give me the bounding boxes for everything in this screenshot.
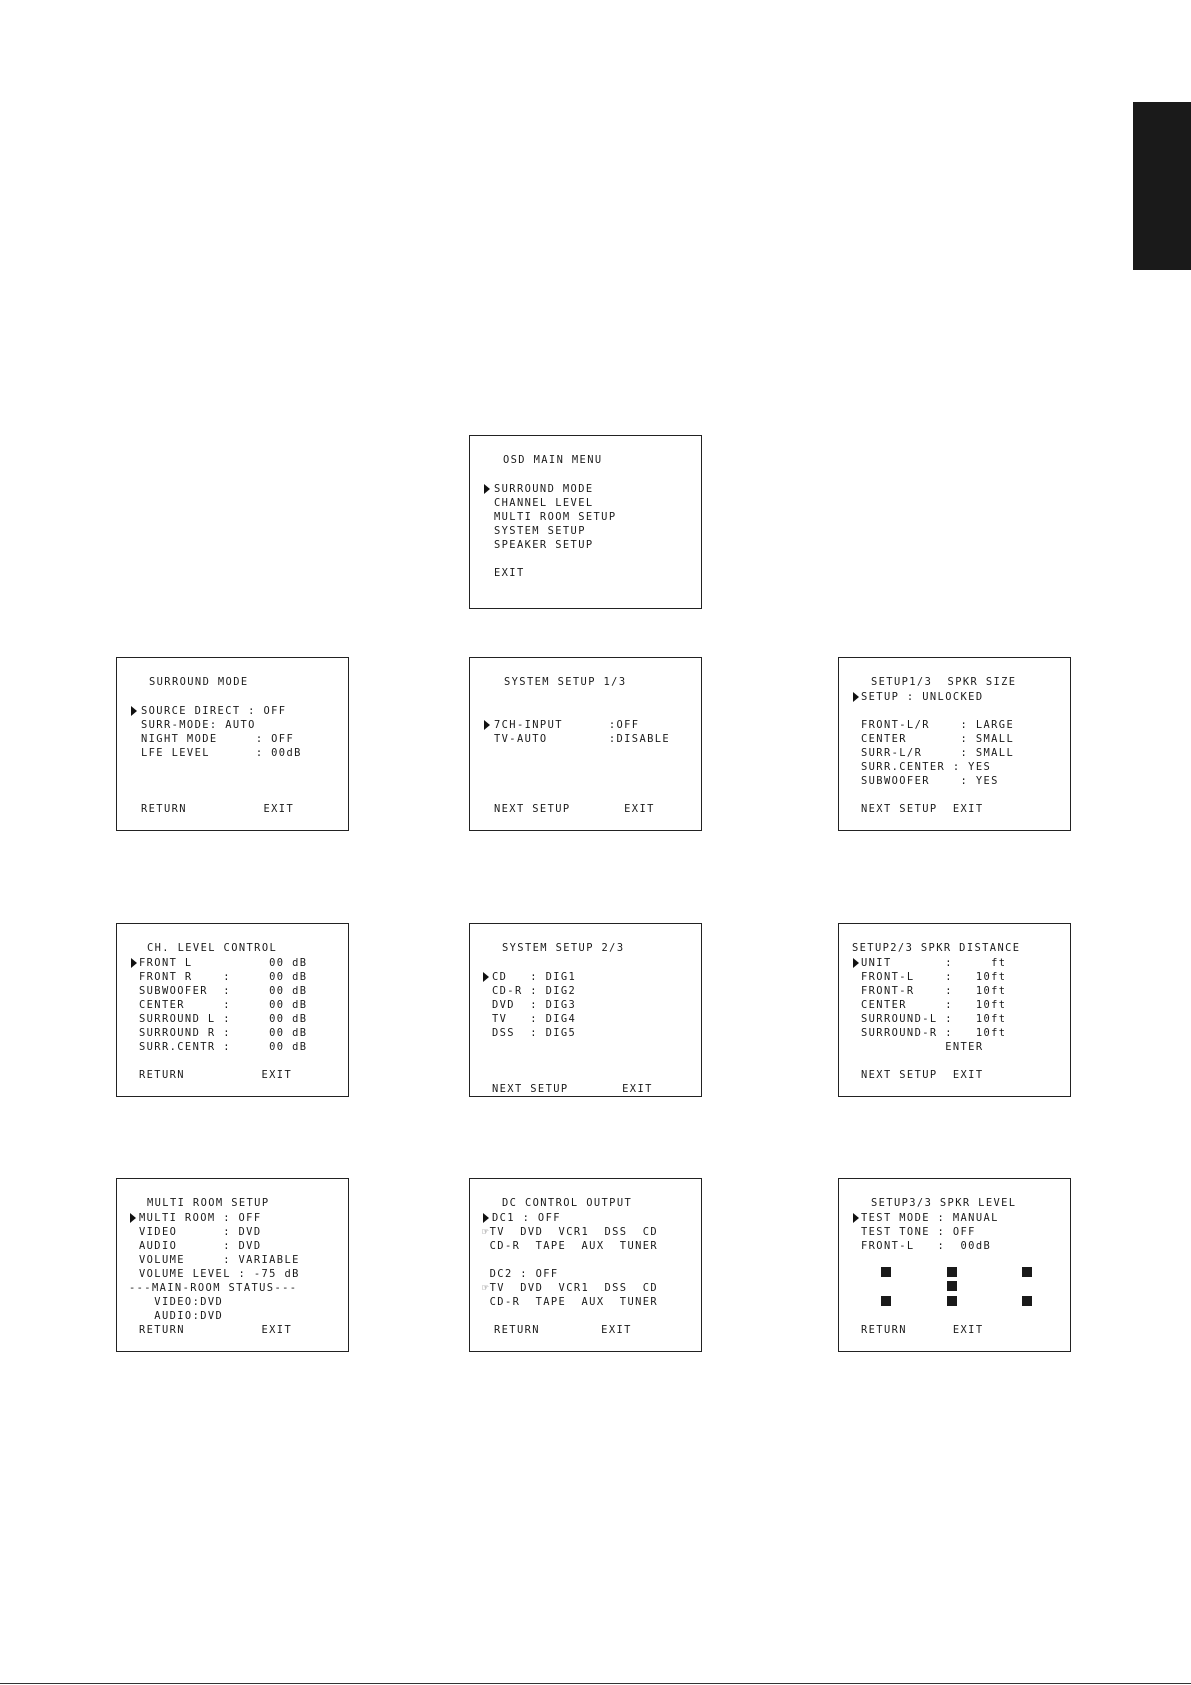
speaker-surround-l-icon — [881, 1296, 891, 1306]
cursor-icon — [483, 972, 489, 982]
menu-item-system-setup[interactable]: SYSTEM SETUP — [494, 525, 586, 537]
screen-footer[interactable]: RETURN EXIT — [139, 1324, 293, 1336]
cursor-icon — [484, 484, 490, 494]
distance-row[interactable]: FRONT-R : 10ft — [861, 985, 1007, 997]
setting-row[interactable]: SOURCE DIRECT : OFF — [141, 705, 287, 717]
screen-footer[interactable]: NEXT SETUP EXIT — [861, 1069, 984, 1081]
dc-sources-row[interactable]: ☞TV DVD VCR1 DSS CD — [482, 1226, 659, 1238]
cursor-icon — [130, 1213, 136, 1223]
setting-row[interactable]: TEST MODE : MANUAL — [861, 1212, 999, 1224]
cursor-icon — [131, 706, 137, 716]
screen-footer[interactable]: RETURN EXIT — [141, 803, 295, 815]
level-row[interactable]: CENTER : 00 dB — [139, 999, 308, 1011]
speaker-surround-r-icon — [1022, 1296, 1032, 1306]
setting-row[interactable]: 7CH-INPUT :OFF — [494, 719, 640, 731]
input-row[interactable]: CD : DIG1 — [492, 971, 577, 983]
system-setup-1-screen — [469, 657, 702, 831]
speaker-distance-screen — [838, 923, 1071, 1097]
dc-sources-row[interactable]: CD-R TAPE AUX TUNER — [482, 1296, 659, 1308]
setting-row[interactable]: VOLUME : VARIABLE — [139, 1254, 300, 1266]
dc-sources-row[interactable]: CD-R TAPE AUX TUNER — [482, 1240, 659, 1252]
dc-control-output-screen — [469, 1178, 702, 1352]
speaker-surround-center-icon — [947, 1296, 957, 1306]
speaker-subwoofer-icon — [947, 1281, 957, 1291]
screen-footer[interactable]: RETURN EXIT — [494, 1324, 632, 1336]
setting-row[interactable]: CENTER : SMALL — [861, 733, 1015, 745]
screen-footer[interactable]: NEXT SETUP EXIT — [494, 803, 655, 815]
level-row[interactable]: FRONT R : 00 dB — [139, 971, 308, 983]
multi-room-setup-screen — [116, 1178, 349, 1352]
screen-footer[interactable]: RETURN EXIT — [861, 1324, 984, 1336]
speaker-size-screen — [838, 657, 1071, 831]
level-row[interactable]: SURROUND R : 00 dB — [139, 1027, 308, 1039]
screen-title: OSD MAIN MENU — [503, 454, 603, 466]
screen-title: DC CONTROL OUTPUT — [502, 1197, 633, 1209]
input-row[interactable]: CD-R : DIG2 — [492, 985, 577, 997]
page-bottom-rule — [0, 1683, 1191, 1684]
setting-row[interactable]: SURR-L/R : SMALL — [861, 747, 1015, 759]
surround-mode-screen — [116, 657, 349, 831]
level-row[interactable]: SURROUND L : 00 dB — [139, 1013, 308, 1025]
screen-title: SETUP3/3 SPKR LEVEL — [871, 1197, 1017, 1209]
setting-row[interactable]: TV-AUTO :DISABLE — [494, 733, 671, 745]
speaker-level-screen — [838, 1178, 1071, 1352]
menu-item-multi-room-setup[interactable]: MULTI ROOM SETUP — [494, 511, 617, 523]
setting-row[interactable]: SUBWOOFER : YES — [861, 775, 999, 787]
cursor-icon — [131, 958, 137, 968]
input-row[interactable]: TV : DIG4 — [492, 1013, 577, 1025]
cursor-icon — [483, 1213, 489, 1223]
distance-row[interactable]: FRONT-L : 10ft — [861, 971, 1007, 983]
screen-title: MULTI ROOM SETUP — [147, 1197, 270, 1209]
menu-item-surround-mode[interactable]: SURROUND MODE — [494, 483, 594, 495]
setting-row[interactable]: TEST TONE : OFF — [861, 1226, 976, 1238]
setting-row[interactable]: AUDIO : DVD — [139, 1240, 262, 1252]
menu-item-speaker-setup[interactable]: SPEAKER SETUP — [494, 539, 594, 551]
language-tab — [1133, 102, 1191, 270]
screen-title: SETUP2/3 SPKR DISTANCE — [852, 942, 1021, 954]
status-divider: ---MAIN-ROOM STATUS--- — [129, 1282, 298, 1294]
distance-row[interactable]: CENTER : 10ft — [861, 999, 1007, 1011]
setting-row[interactable]: NIGHT MODE : OFF — [141, 733, 295, 745]
speaker-center-icon — [947, 1267, 957, 1277]
screen-title: SYSTEM SETUP 1/3 — [504, 676, 627, 688]
channel-level-screen — [116, 923, 349, 1097]
system-setup-2-screen — [469, 923, 702, 1097]
cursor-icon — [853, 1213, 859, 1223]
osd-main-menu-screen — [469, 435, 702, 609]
status-row: AUDIO:DVD — [139, 1310, 224, 1322]
cursor-icon — [484, 720, 490, 730]
setting-row[interactable]: VIDEO : DVD — [139, 1226, 262, 1238]
dc-sources-row[interactable]: ☞TV DVD VCR1 DSS CD — [482, 1282, 659, 1294]
setting-row[interactable]: FRONT-L/R : LARGE — [861, 719, 1015, 731]
screen-title: SYSTEM SETUP 2/3 — [502, 942, 625, 954]
menu-item-channel-level[interactable]: CHANNEL LEVEL — [494, 497, 594, 509]
setting-row[interactable]: MULTI ROOM : OFF — [139, 1212, 262, 1224]
screen-footer[interactable]: NEXT SETUP EXIT — [492, 1083, 653, 1095]
screen-title: SETUP1/3 SPKR SIZE — [871, 676, 1017, 688]
dc-row[interactable]: DC2 : OFF — [482, 1268, 559, 1280]
speaker-front-l-icon — [881, 1267, 891, 1277]
distance-row[interactable]: UNIT : ft — [861, 957, 1007, 969]
level-row[interactable]: SUBWOOFER : 00 dB — [139, 985, 308, 997]
distance-row[interactable]: SURROUND-L : 10ft — [861, 1013, 1007, 1025]
setting-row[interactable]: SETUP : UNLOCKED — [861, 691, 984, 703]
dc-row[interactable]: DC1 : OFF — [492, 1212, 561, 1224]
setting-row[interactable]: SURR.CENTER : YES — [861, 761, 992, 773]
enter-button[interactable]: ENTER — [861, 1041, 984, 1053]
input-row[interactable]: DVD : DIG3 — [492, 999, 577, 1011]
distance-row[interactable]: SURROUND-R : 10ft — [861, 1027, 1007, 1039]
setting-row[interactable]: FRONT-L : 00dB — [861, 1240, 992, 1252]
setting-row[interactable]: LFE LEVEL : 00dB — [141, 747, 302, 759]
cursor-icon — [853, 692, 859, 702]
screen-footer[interactable]: NEXT SETUP EXIT — [861, 803, 984, 815]
status-row: VIDEO:DVD — [139, 1296, 224, 1308]
speaker-front-r-icon — [1022, 1267, 1032, 1277]
menu-item-exit[interactable]: EXIT — [494, 567, 525, 579]
screen-footer[interactable]: RETURN EXIT — [139, 1069, 293, 1081]
setting-row[interactable]: VOLUME LEVEL : -75 dB — [139, 1268, 300, 1280]
setting-row[interactable]: SURR-MODE: AUTO — [141, 719, 256, 731]
screen-title: SURROUND MODE — [149, 676, 249, 688]
cursor-icon — [853, 958, 859, 968]
level-row[interactable]: FRONT L 00 dB — [139, 957, 308, 969]
level-row[interactable]: SURR.CENTR : 00 dB — [139, 1041, 308, 1053]
screen-title: CH. LEVEL CONTROL — [147, 942, 278, 954]
input-row[interactable]: DSS : DIG5 — [492, 1027, 577, 1039]
